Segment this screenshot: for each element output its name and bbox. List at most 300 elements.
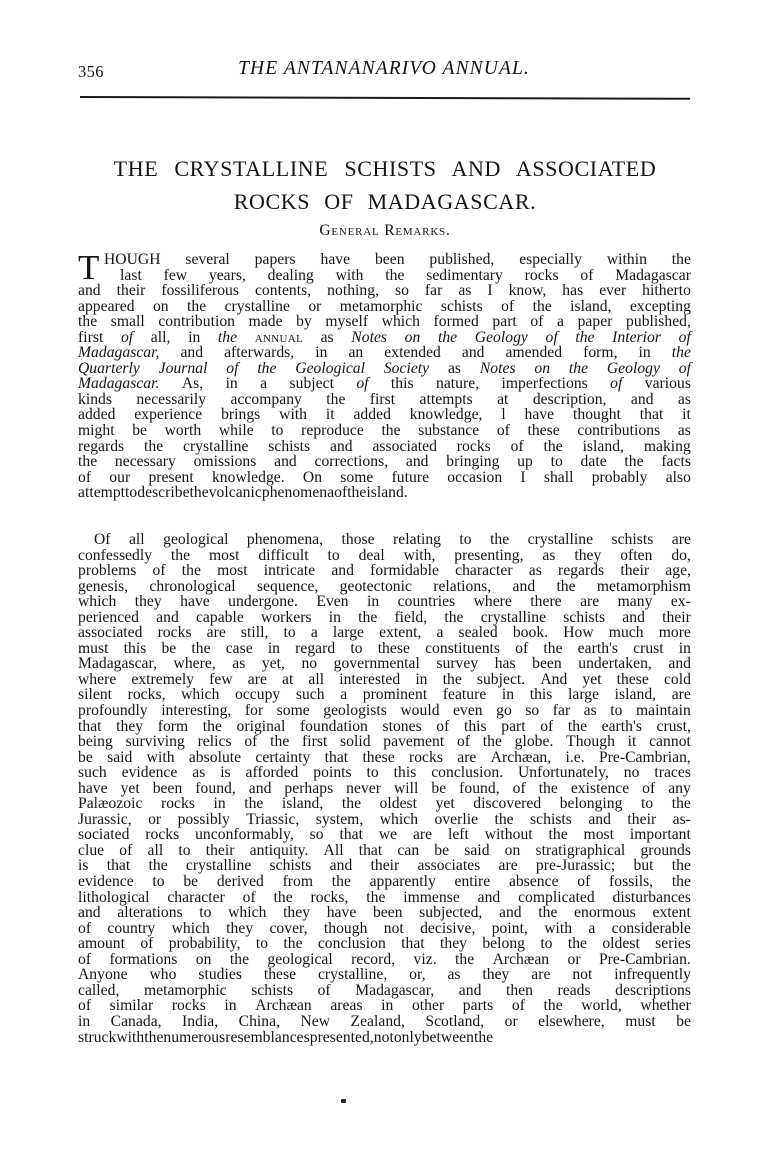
word: crust, (656, 717, 691, 735)
word: have (326, 904, 357, 922)
paragraph-2 (78, 532, 691, 1045)
word: reproduce (301, 422, 364, 440)
word: not (373, 1028, 394, 1046)
word: Archæan (255, 997, 312, 1015)
text-line (78, 345, 691, 361)
word: Canada, (110, 1012, 162, 1030)
word: are (206, 624, 226, 642)
word: in (638, 344, 651, 362)
word: of (244, 733, 258, 751)
word: the (244, 795, 264, 813)
word: sociated (78, 826, 130, 844)
word: case (225, 639, 253, 657)
word: Archæan (492, 950, 550, 968)
word: studies (198, 966, 242, 984)
word: elsewhere, (538, 1012, 605, 1030)
word: this (390, 375, 414, 393)
word: the (556, 577, 576, 595)
word: Geological (295, 359, 365, 377)
word: all (128, 531, 145, 548)
word: a (588, 919, 596, 937)
word: the (270, 733, 290, 751)
word: must (625, 1012, 656, 1030)
word: made (248, 313, 283, 331)
word: the (543, 997, 563, 1015)
word: attempts (419, 390, 473, 408)
word: lithological (78, 888, 150, 906)
word: have (524, 406, 555, 424)
word: to (550, 453, 563, 471)
word: of (512, 779, 526, 797)
word: afforded (245, 764, 299, 782)
text-line (78, 921, 691, 937)
word: who (149, 966, 177, 984)
word: Notes (351, 328, 388, 346)
word: geologists (323, 702, 387, 720)
word: afterwards, (224, 344, 295, 362)
word: earth's (601, 717, 642, 735)
word: of (334, 484, 348, 502)
word: the (273, 888, 293, 906)
word: the (341, 795, 362, 813)
word: as (458, 282, 472, 300)
word: with, (403, 546, 436, 564)
word: schists (611, 531, 654, 548)
word: Scotland, (425, 1012, 485, 1030)
word: Madagascar, (78, 655, 158, 673)
text-line (78, 998, 691, 1014)
word: extremely (131, 670, 195, 688)
word: no (623, 764, 640, 782)
word: regards (78, 437, 125, 455)
word: geological (267, 950, 333, 968)
word: as (320, 328, 334, 346)
word: other (411, 997, 445, 1015)
word: workers (261, 608, 312, 626)
word: evidence (78, 873, 134, 891)
text-line (78, 656, 691, 672)
word: the (532, 297, 552, 315)
word: the (473, 1028, 494, 1046)
word: character (167, 888, 225, 906)
word: to (327, 546, 340, 564)
word: of (642, 779, 656, 797)
word: they (116, 717, 144, 735)
text-line (78, 376, 691, 392)
word: Madagascar (615, 266, 691, 284)
word: with (335, 266, 364, 284)
word: an (348, 344, 364, 362)
word: can (397, 841, 420, 859)
word: the (187, 297, 207, 315)
word: large (568, 686, 600, 704)
word: of (540, 717, 554, 735)
word: has (494, 655, 516, 673)
word: as (192, 764, 206, 782)
article-title-line-2: ROCKS OF MADAGASCAR. (233, 189, 537, 214)
word: a (557, 313, 565, 331)
word: papers (254, 251, 296, 268)
word: of (152, 562, 166, 580)
word: the (671, 857, 691, 875)
word: these (362, 748, 395, 766)
word: subjected, (419, 904, 483, 922)
word: the (366, 888, 386, 906)
word: are (580, 593, 600, 611)
word: and (78, 904, 101, 922)
word: and (329, 437, 353, 455)
word: it (682, 406, 691, 424)
word: fossiliferous (161, 282, 239, 300)
word: they (226, 919, 254, 937)
word: still, (240, 624, 269, 642)
word: as (677, 390, 691, 408)
word: of (511, 997, 525, 1015)
word: the (671, 251, 691, 268)
word: relations, (433, 577, 492, 595)
text-line (78, 983, 691, 999)
word: that (324, 748, 349, 766)
word: derived (216, 873, 264, 891)
word: resemblances (225, 1028, 310, 1046)
word: stratigraphical (535, 841, 626, 859)
word: silent (78, 686, 113, 704)
word: oldest (379, 795, 418, 813)
word: substance (418, 422, 480, 440)
word: few (209, 670, 233, 688)
word: form (157, 717, 189, 735)
word: these (616, 670, 649, 688)
text-line (78, 796, 691, 812)
word: the (538, 779, 558, 797)
word: considerable (611, 919, 691, 937)
word: and (180, 344, 204, 362)
word: in (328, 608, 341, 626)
word: whether (640, 997, 691, 1015)
word: relating (393, 531, 441, 548)
word: the (494, 810, 514, 828)
word: description, (532, 390, 607, 408)
word: difficult (258, 546, 309, 564)
word: Society (383, 359, 430, 377)
word: All (323, 841, 344, 859)
word: accompany (230, 390, 302, 408)
word: the (229, 950, 250, 968)
ink-speck (341, 1099, 346, 1103)
word: to (283, 624, 296, 642)
text-line (78, 330, 691, 346)
word: traces (654, 764, 691, 782)
word: As, (181, 375, 204, 393)
word: rocks (456, 437, 491, 455)
word: these (527, 422, 560, 440)
word: first (302, 733, 328, 751)
word: be (183, 873, 199, 891)
word: and (458, 981, 482, 999)
word: extent (652, 904, 691, 922)
word: crystalline, (317, 966, 388, 984)
word: of (120, 328, 134, 346)
word: book. (512, 624, 549, 642)
word: as (232, 655, 246, 673)
word: within (606, 251, 647, 268)
text-line (78, 967, 691, 983)
word: making (643, 437, 691, 455)
text-line (78, 470, 691, 486)
word: clue (78, 841, 105, 859)
text-line (78, 641, 691, 657)
word: formations (109, 950, 178, 968)
word: or (504, 1012, 518, 1030)
word: rocks (524, 266, 559, 284)
word: the (170, 546, 191, 564)
word: on (404, 328, 421, 346)
word: the (444, 608, 464, 626)
word: pre-Jurassic; (535, 857, 616, 875)
word: there (530, 593, 562, 611)
word: prominent (362, 686, 428, 704)
word: intricate (263, 562, 316, 580)
word: geological (163, 531, 229, 548)
word: reads (557, 981, 591, 999)
word: associated (372, 437, 437, 455)
word: the (437, 328, 458, 346)
word: rocks, (127, 686, 166, 704)
word: crust (633, 639, 664, 657)
word: they (482, 966, 510, 984)
word: present (148, 468, 194, 486)
word: rocks (408, 748, 443, 766)
word: brings (221, 406, 261, 424)
word: conclusion. (431, 764, 504, 782)
word: in (678, 639, 691, 657)
word: contribution (158, 313, 236, 331)
word: in (415, 670, 428, 688)
text-line (78, 1030, 691, 1046)
word: interested (339, 670, 401, 688)
text-line (78, 843, 691, 859)
word: Geology (474, 328, 528, 346)
word: dealing (267, 266, 314, 284)
word: and (248, 779, 272, 797)
word: paper (577, 313, 613, 331)
word: stones (382, 717, 422, 735)
word: published, (626, 313, 691, 331)
word: of (678, 328, 691, 346)
word: by (296, 313, 312, 331)
word: Even (316, 593, 349, 611)
word: system, (315, 810, 364, 828)
article-title-line-1: THE CRYSTALLINE SCHISTS AND ASSOCIATED (113, 156, 657, 181)
word: the (326, 390, 346, 408)
word: I (487, 282, 493, 300)
word: schists (251, 981, 294, 999)
word: our (109, 468, 131, 486)
word: and (630, 390, 654, 408)
word: sequence, (256, 577, 319, 595)
word: the (148, 857, 168, 875)
word: yet (435, 795, 455, 813)
word: will (393, 779, 419, 797)
word: and (512, 577, 536, 595)
text-line (78, 936, 691, 952)
word: character (455, 562, 513, 580)
word: rocks (171, 997, 206, 1015)
paragraph-1 (78, 248, 691, 502)
word: perienced (78, 608, 139, 626)
word: apparently (369, 873, 436, 891)
text-line (78, 548, 691, 564)
word: years, (208, 266, 246, 284)
word: rocks (160, 795, 195, 813)
word: formidable (370, 562, 439, 580)
word: in (367, 593, 380, 611)
word: and (461, 344, 485, 362)
word: so (525, 702, 540, 720)
word: been (152, 779, 183, 797)
word: the (381, 422, 401, 440)
word: are (671, 686, 691, 704)
word: Madagascar. (78, 375, 160, 393)
word: presented, (309, 1028, 374, 1046)
word: to (610, 702, 623, 720)
word: Zealand, (350, 1012, 405, 1030)
word: antiquity. (249, 841, 309, 859)
word: is (78, 857, 89, 875)
word: parts (462, 997, 494, 1015)
word: form, (583, 344, 618, 362)
word: many (617, 593, 653, 611)
word: added (78, 406, 116, 424)
text-line (78, 812, 691, 828)
word: amount (78, 935, 126, 953)
word: the (567, 935, 588, 953)
word: of (510, 437, 524, 455)
word: without (484, 826, 533, 844)
word: the (358, 608, 378, 626)
word: go (496, 702, 512, 720)
text-line (78, 874, 691, 890)
word: Quarterly (78, 359, 140, 377)
word: in (213, 795, 226, 813)
word: island. (366, 484, 408, 502)
word: probability, (168, 935, 241, 953)
text-line (78, 594, 691, 610)
word: in (224, 997, 237, 1015)
word: numerous (163, 1028, 226, 1046)
word: at (497, 390, 509, 408)
word: these (377, 639, 410, 657)
word: that (106, 857, 131, 875)
word: contributions (577, 422, 661, 440)
word: on (504, 841, 521, 859)
word: of (78, 950, 92, 968)
word: rocks (145, 826, 180, 844)
word: Madagascar, (355, 981, 435, 999)
word: the (671, 795, 691, 813)
word: also (665, 468, 691, 486)
word: might (78, 422, 115, 440)
word: a (436, 624, 444, 642)
word: of (356, 375, 369, 393)
word: and (329, 857, 353, 875)
word: the (217, 328, 238, 346)
word: to (125, 484, 138, 502)
word: are (247, 670, 267, 688)
word: omissions (193, 453, 257, 471)
word: Of (94, 531, 111, 548)
word: be (132, 422, 148, 440)
word: the (543, 639, 563, 657)
word: earth's (577, 639, 618, 657)
word: ever (599, 282, 627, 300)
word: are (457, 748, 477, 766)
text-line (78, 563, 691, 579)
word: amended (505, 344, 563, 362)
text-line (78, 314, 691, 330)
word: as (677, 422, 691, 440)
word: most (217, 562, 248, 580)
word: cannot (649, 733, 691, 751)
word: these (263, 966, 297, 984)
word: the (455, 950, 475, 968)
word: Though (566, 733, 615, 751)
word: been (374, 251, 405, 268)
word: and (622, 608, 645, 626)
word: Madagascar, (78, 344, 160, 362)
word: as- (672, 810, 691, 828)
word: on (152, 297, 169, 315)
word: far (552, 702, 571, 720)
word: only (393, 1028, 422, 1046)
word: I (520, 468, 526, 486)
word: though (323, 919, 368, 937)
word: extent, (379, 624, 422, 642)
word: complicated (518, 888, 595, 906)
word: schists (563, 608, 606, 626)
text-line (78, 579, 691, 595)
word: unconformably, (195, 826, 294, 844)
word: on (534, 359, 551, 377)
word: disturbances (612, 888, 691, 906)
word: New (300, 1012, 331, 1030)
word: subject. (476, 670, 526, 688)
word: of (610, 375, 623, 393)
word: hitherto (642, 282, 691, 300)
word: worth (164, 422, 202, 440)
word: those (341, 531, 375, 548)
word: schists (530, 810, 572, 828)
word: a (260, 375, 268, 393)
text-line (78, 827, 691, 843)
word: crystalline (183, 437, 249, 455)
word: have (180, 593, 210, 611)
word: of (496, 422, 510, 440)
word: that (339, 826, 363, 844)
word: called, (78, 981, 120, 999)
word: knowledge. (211, 468, 285, 486)
word: confessedly (78, 546, 153, 564)
word: on (195, 950, 212, 968)
word: belong (482, 935, 525, 953)
word: never (346, 779, 381, 797)
word: crystalline (185, 857, 252, 875)
word: existence (570, 779, 630, 797)
word: a (310, 624, 318, 642)
word: even (453, 702, 483, 720)
word: to (459, 531, 472, 548)
word: world, (581, 997, 622, 1015)
